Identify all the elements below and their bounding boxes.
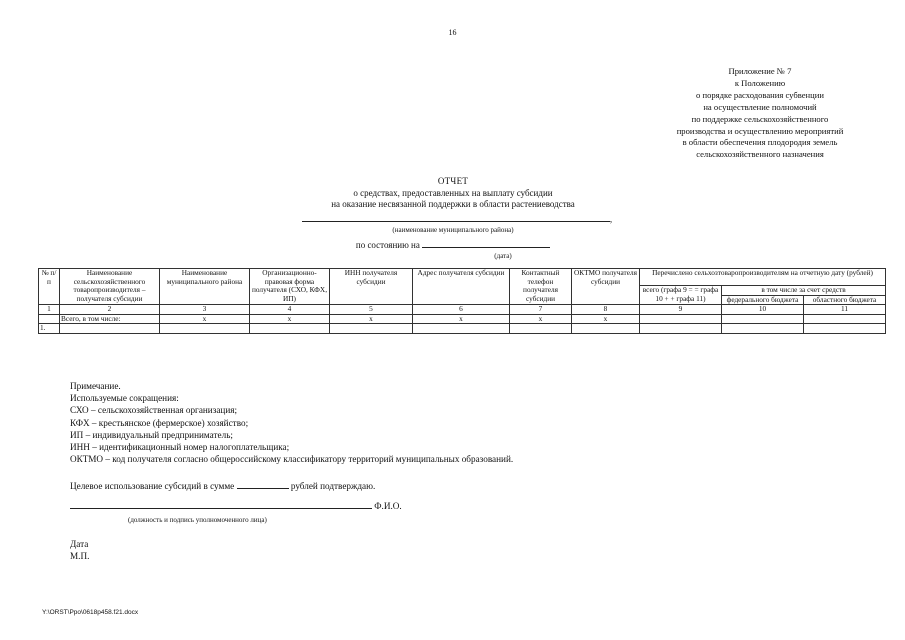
date-stamp-block bbox=[70, 538, 89, 562]
table-cell bbox=[722, 314, 804, 324]
table-cell bbox=[572, 324, 640, 334]
table-cell bbox=[250, 324, 330, 334]
date-label: Дата bbox=[70, 539, 89, 549]
report-subtitle-2: на оказание несвязанной поддержки в области растениеводства bbox=[331, 199, 575, 209]
municipality-caption: (наименование муниципального района) bbox=[392, 226, 514, 234]
appendix-line: о порядке расходования субвенции bbox=[696, 89, 824, 100]
appendix-header bbox=[610, 66, 905, 161]
table-cell bbox=[60, 324, 160, 334]
header-including: в том числе за счет средств bbox=[722, 286, 886, 296]
table-cell bbox=[804, 324, 886, 334]
total-label: Всего, в том числе: bbox=[60, 314, 160, 324]
header-num: № п/п bbox=[39, 269, 60, 305]
header-phone: Контактный телефон получателя субсидии bbox=[510, 269, 572, 305]
confirmation-text-before: Целевое использование субсидий в сумме bbox=[70, 481, 235, 491]
report-title-block bbox=[288, 176, 618, 263]
x-mark: x bbox=[250, 314, 330, 324]
table-cell bbox=[722, 324, 804, 334]
col-number: 11 bbox=[804, 305, 886, 315]
col-number: 9 bbox=[640, 305, 722, 315]
col-number: 5 bbox=[330, 305, 413, 315]
file-path: Y:\ORST\Ppo\0618p458.f21.docx bbox=[42, 609, 139, 616]
x-mark: x bbox=[510, 314, 572, 324]
header-inn: ИНН получателя субсидии bbox=[330, 269, 413, 305]
report-table bbox=[38, 268, 886, 334]
report-heading: ОТЧЕТ bbox=[437, 176, 469, 186]
header-oktmo: ОКТМО получателя субсидии bbox=[572, 269, 640, 305]
appendix-line: в области обеспечения плодородия земель bbox=[682, 137, 838, 148]
col-number: 4 bbox=[250, 305, 330, 315]
col-number: 6 bbox=[413, 305, 510, 315]
header-district: Наименование муниципального района bbox=[160, 269, 250, 305]
fio-label: Ф.И.О. bbox=[374, 501, 402, 511]
note-line: КФХ – крестьянское (фермерское) хозяйство; bbox=[70, 417, 249, 428]
x-mark: x bbox=[330, 314, 413, 324]
notes-section bbox=[70, 380, 513, 465]
x-mark: x bbox=[160, 314, 250, 324]
as-of-line bbox=[288, 237, 618, 252]
amount-fill-line bbox=[237, 479, 289, 489]
column-number-row bbox=[39, 305, 886, 315]
appendix-line: сельскохозяйственного назначения bbox=[696, 149, 824, 160]
report-subtitle-1: о средствах, предоставленных на выплату субсидии bbox=[353, 187, 553, 198]
note-line: СХО – сельскохозяйственная организация; bbox=[70, 405, 238, 416]
appendix-line: к Положению bbox=[734, 77, 786, 88]
municipality-fill-line bbox=[302, 211, 610, 222]
col-number: 7 bbox=[510, 305, 572, 315]
table-cell bbox=[804, 314, 886, 324]
stamp-label: М.П. bbox=[70, 551, 90, 562]
table-cell bbox=[640, 324, 722, 334]
date-fill-line bbox=[422, 237, 550, 248]
col-number: 8 bbox=[572, 305, 640, 315]
as-of-label: по состоянию на bbox=[355, 239, 420, 250]
table-cell bbox=[413, 324, 510, 334]
table-row bbox=[39, 324, 886, 334]
note-line: Примечание. bbox=[70, 381, 121, 391]
note-line: ИП – индивидуальный предприниматель; bbox=[70, 429, 233, 440]
table-cell bbox=[510, 324, 572, 334]
appendix-line: на осуществление полномочий bbox=[703, 101, 817, 112]
appendix-line: по поддержке сельскохозяйственного bbox=[691, 113, 829, 124]
signature-fill-line bbox=[70, 499, 372, 509]
header-regional: областного бюджета bbox=[804, 295, 886, 305]
row-number: 1. bbox=[39, 324, 60, 334]
col-number: 2 bbox=[60, 305, 160, 315]
total-row bbox=[39, 314, 886, 324]
signature-caption: (должность и подпись уполномоченного лица) bbox=[128, 516, 267, 524]
table-cell bbox=[160, 324, 250, 334]
municipality-line: , bbox=[296, 211, 618, 226]
table-cell bbox=[640, 314, 722, 324]
col-number: 3 bbox=[160, 305, 250, 315]
header-federal: федерального бюджета bbox=[722, 295, 804, 305]
header-recipient-name: Наименование сельскохозяйственного товаропроизводителя – получателя субсидии bbox=[60, 269, 160, 305]
header-org-form: Организационно-правовая форма получателя (СХО, КФХ, ИП) bbox=[250, 269, 330, 305]
confirmation-text-after: рублей подтверждаю. bbox=[290, 481, 376, 491]
col-number: 10 bbox=[722, 305, 804, 315]
appendix-line: Приложение № 7 bbox=[728, 66, 792, 76]
signature-line bbox=[70, 499, 402, 511]
x-mark: x bbox=[413, 314, 510, 324]
header-address: Адрес получателя субсидии bbox=[413, 269, 510, 305]
header-transferred: Перечислено сельхозтоваропроизводителям на отчетную дату (рублей) bbox=[640, 269, 886, 286]
x-mark: x bbox=[572, 314, 640, 324]
col-number: 1 bbox=[39, 305, 60, 315]
note-line: ИНН – идентификационный номер налогоплательщика; bbox=[70, 442, 290, 453]
page-number: 16 bbox=[448, 28, 457, 37]
note-line: ОКТМО – код получателя согласно общероссийскому классификатору территорий муниципальных образований. bbox=[70, 454, 514, 465]
note-line: Используемые сокращения: bbox=[70, 393, 179, 404]
table-cell bbox=[330, 324, 413, 334]
appendix-line: производства и осуществлению мероприятий bbox=[676, 125, 844, 136]
date-caption: (дата) bbox=[494, 252, 512, 260]
header-total: всего (графа 9 = = графа 10 + + графа 11) bbox=[640, 286, 722, 305]
confirmation-line bbox=[70, 479, 375, 491]
